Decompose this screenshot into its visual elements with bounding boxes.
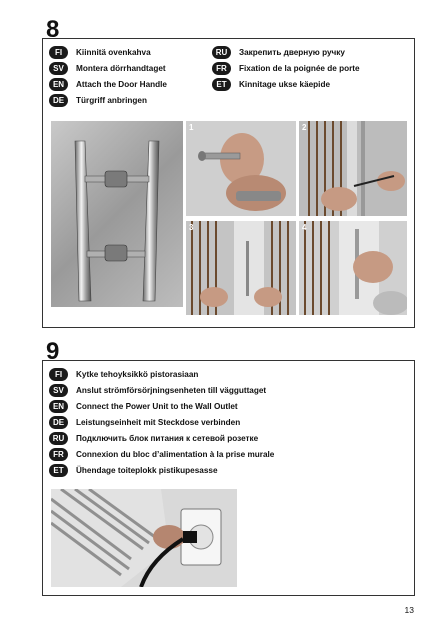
instruction-text: Montera dörrhandtaget: [76, 63, 166, 73]
step-8-box: [42, 38, 415, 328]
language-badge: EN: [49, 400, 68, 413]
language-badge: RU: [212, 46, 231, 59]
language-badge: SV: [49, 62, 68, 75]
language-badge: ET: [212, 78, 231, 91]
lang-row-sv: [49, 383, 266, 397]
instruction-text: Fixation de la poignée de porte: [239, 63, 360, 73]
instruction-text: Kiinnitä ovenkahva: [76, 47, 151, 57]
language-badge: SV: [49, 384, 68, 397]
lang-row-fi: [49, 367, 198, 381]
photo-label: 4: [302, 223, 307, 232]
step-photo-2: [299, 121, 407, 216]
door-handle-photo: [51, 121, 183, 307]
instruction-text: Подключить блок питания к сетевой розетке: [76, 433, 259, 443]
language-badge: FI: [49, 368, 68, 381]
lang-row-ru: [49, 431, 258, 445]
lang-row-sv: [49, 61, 166, 75]
photo-label: 1: [189, 123, 194, 132]
language-badge: FR: [212, 62, 231, 75]
door-install-image: [299, 221, 407, 315]
door-install-image: [186, 221, 296, 315]
lang-row-fi: [49, 45, 151, 59]
lang-row-fr: [49, 447, 274, 461]
step-8-number: 8: [46, 16, 60, 43]
language-badge: EN: [49, 78, 68, 91]
instruction-text: Ühendage toiteplokk pistikupesasse: [76, 465, 218, 475]
lang-row-ru: [212, 45, 345, 59]
instruction-text: Connexion du bloc d’alimentation à la prise murale: [76, 449, 275, 459]
photo-label: 2: [302, 123, 307, 132]
step-photo-1: [186, 121, 296, 216]
wall-outlet-photo: [51, 489, 237, 587]
door-handle-image: [51, 121, 183, 307]
lang-row-de: [49, 415, 240, 429]
step-photo-4: [299, 221, 407, 315]
hand-screwdriver-image: [186, 121, 296, 216]
instruction-text: Kinnitage ukse käepide: [239, 79, 331, 89]
language-badge: DE: [49, 416, 68, 429]
language-badge: DE: [49, 94, 68, 107]
step-9-box: [42, 360, 415, 596]
page-number: 13: [404, 605, 414, 615]
door-install-image: [299, 121, 407, 216]
language-badge: RU: [49, 432, 68, 445]
hand-plug-image: [51, 489, 237, 587]
step-9-number: 9: [46, 338, 60, 365]
lang-row-et: [212, 77, 330, 91]
lang-row-en: [49, 77, 167, 91]
language-badge: FI: [49, 46, 68, 59]
instruction-text: Leistungseinheit mit Steckdose verbinden: [76, 417, 241, 427]
instruction-text: Connect the Power Unit to the Wall Outlet: [76, 401, 238, 411]
lang-row-fr: [212, 61, 360, 75]
step-photo-3: [186, 221, 296, 315]
language-badge: FR: [49, 448, 68, 461]
lang-row-et: [49, 463, 218, 477]
language-badge: ET: [49, 464, 68, 477]
instruction-text: Kytke tehoyksikkö pistorasiaan: [76, 369, 199, 379]
instruction-text: Türgriff anbringen: [76, 95, 147, 105]
lang-row-de: [49, 93, 147, 107]
lang-row-en: [49, 399, 238, 413]
photo-label: 3: [189, 223, 194, 232]
instruction-text: Attach the Door Handle: [76, 79, 167, 89]
instruction-text: Anslut strömförsörjningsenheten till vägguttaget: [76, 385, 267, 395]
instruction-text: Закрепить дверную ручку: [239, 47, 345, 57]
